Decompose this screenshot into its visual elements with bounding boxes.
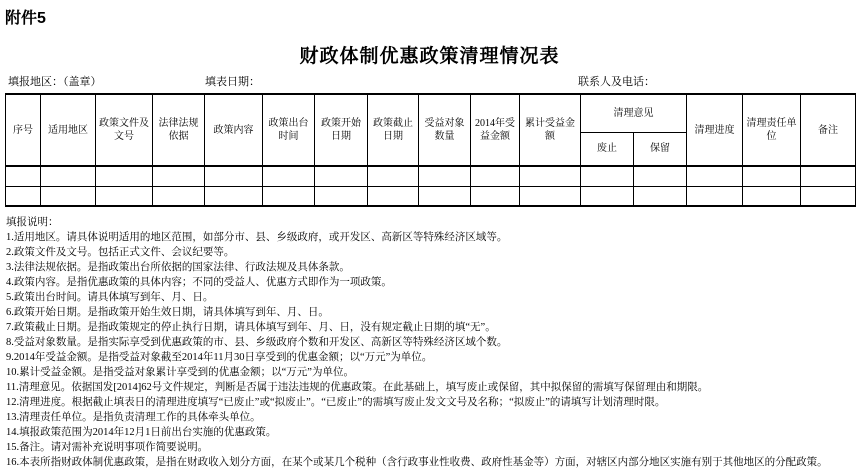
table-cell-empty [41, 166, 96, 186]
fill-date-label: 填表日期： [205, 76, 260, 88]
col-header-start-date: 政策开始日期 [315, 94, 368, 166]
filling-instructions [6, 215, 828, 470]
col-header-retain: 保留 [634, 132, 687, 166]
note-item: 1.适用地区。请具体说明适用的地区范围，如部分市、县、乡级政府，或开发区、高新区等特殊经济区域等。 [6, 232, 508, 243]
col-header-cleanup-progress: 清理进度 [687, 94, 743, 166]
col-header-responsible-unit: 清理责任单位 [743, 94, 801, 166]
note-item: 7.政策截止日期。是指政策规定的停止执行日期，请具体填写到年、月、日，没有规定截止日期的填“无”。 [6, 322, 496, 333]
table-cell-empty [6, 166, 41, 186]
table-cell-empty [743, 186, 801, 206]
table-cell-empty [801, 166, 856, 186]
col-header-legal-basis: 法律法规依据 [153, 94, 205, 166]
table-cell-empty [419, 166, 471, 186]
table-cell-empty [6, 186, 41, 206]
col-header-beneficiary-count: 受益对象数量 [419, 94, 471, 166]
col-header-remarks: 备注 [801, 94, 856, 166]
note-item: 6.政策开始日期。是指政策开始生效日期，请具体填写到年、月、日。 [6, 307, 329, 318]
table-cell-empty [368, 166, 419, 186]
col-header-abolish: 废止 [581, 132, 634, 166]
col-header-end-date: 政策截止日期 [368, 94, 419, 166]
table-cell-empty [96, 166, 153, 186]
note-item: 14.填报政策范围为2014年12月1日前出台实施的优惠政策。 [6, 427, 277, 438]
note-item: 9.2014年受益金额。是指受益对象截至2014年11月30日享受到的优惠金额；以“万元”为单位。 [6, 352, 433, 363]
table-row [6, 166, 856, 186]
col-header-serial-number: 序号 [6, 94, 41, 166]
note-item: 4.政策内容。是指优惠政策的具体内容；不同的受益人、优惠方式即作为一项政策。 [6, 277, 392, 288]
note-item: 2.政策文件及文号。包括正式文件、会议纪要等。 [6, 247, 235, 258]
table-cell-empty [581, 186, 634, 206]
table-cell-empty [153, 186, 205, 206]
col-header-cumulative-benefit-amount: 累计受益金额 [520, 94, 581, 166]
page-title: 财政体制优惠政策清理情况表 [299, 46, 560, 67]
table-cell-empty [520, 186, 581, 206]
policy-cleanup-table [5, 93, 856, 207]
table-cell-empty [581, 166, 634, 186]
note-item: 10.累计受益金额。是指受益对象累计享受到的优惠金额；以“万元”为单位。 [6, 367, 354, 378]
col-header-cleanup-opinion: 清理意见 [581, 94, 687, 132]
table-cell-empty [687, 166, 743, 186]
report-region-label: 填报地区：（盖章） [8, 76, 102, 88]
note-item: 11.清理意见。依据国发[2014]62号文件规定，判断是否属于违法违规的优惠政策。在此基础上，填写废止或保留，其中拟保留的需填写保留理由和期限。 [6, 382, 709, 393]
table-cell-empty [687, 186, 743, 206]
table-row [6, 186, 856, 206]
table-cell-empty [419, 186, 471, 206]
table-cell-empty [634, 186, 687, 206]
table-cell-empty [263, 186, 315, 206]
table-cell-empty [153, 166, 205, 186]
table-cell-empty [205, 186, 263, 206]
table-cell-empty [368, 186, 419, 206]
note-item: 8.受益对象数量。是指实际享受到优惠政策的市、县、乡级政府个数和开发区、高新区等特殊经济区域个数。 [6, 337, 508, 348]
table-cell-empty [471, 186, 520, 206]
table-cell-empty [41, 186, 96, 206]
notes-heading: 填报说明： [6, 217, 59, 228]
table-cell-empty [801, 186, 856, 206]
note-item: 5.政策出台时间。请具体填写到年、月、日。 [6, 292, 214, 303]
col-header-issue-time: 政策出台时间 [263, 94, 315, 166]
col-header-applicable-region: 适用地区 [41, 94, 96, 166]
table-cell-empty [315, 166, 368, 186]
table-cell-empty [471, 166, 520, 186]
note-item: 12.清理进度。根据截止填表日的清理进度填写“已废止”或“拟废止”。“已废止”的需填写废止发文文号及名称；“拟废止”的请填写计划清理时限。 [6, 397, 666, 408]
attachment-label: 附件5 [5, 10, 46, 27]
col-header-policy-content: 政策内容 [205, 94, 263, 166]
table-cell-empty [205, 166, 263, 186]
note-item: 16.本表所指财政体制优惠政策，是指在财政收入划分方面，在某个或某几个税种（含行政事业性收费、政府性基金等）方面，对辖区内部分地区实施有别于其他地区的分配政策。 [6, 457, 828, 468]
col-header-policy-document-number: 政策文件及文号 [96, 94, 153, 166]
table-cell-empty [263, 166, 315, 186]
table-cell-empty [315, 186, 368, 206]
table-cell-empty [743, 166, 801, 186]
contact-phone-label: 联系人及电话： [578, 76, 655, 88]
note-item: 15.备注。请对需补充说明事项作简要说明。 [6, 442, 209, 453]
note-item: 13.清理责任单位。是指负责清理工作的具体牵头单位。 [6, 412, 261, 423]
table-cell-empty [520, 166, 581, 186]
note-item: 3.法律法规依据。是指政策出台所依据的国家法律、行政法规及具体条款。 [6, 262, 350, 273]
table-cell-empty [634, 166, 687, 186]
col-header-2014-benefit-amount: 2014年受益金额 [471, 94, 520, 166]
table-cell-empty [96, 186, 153, 206]
